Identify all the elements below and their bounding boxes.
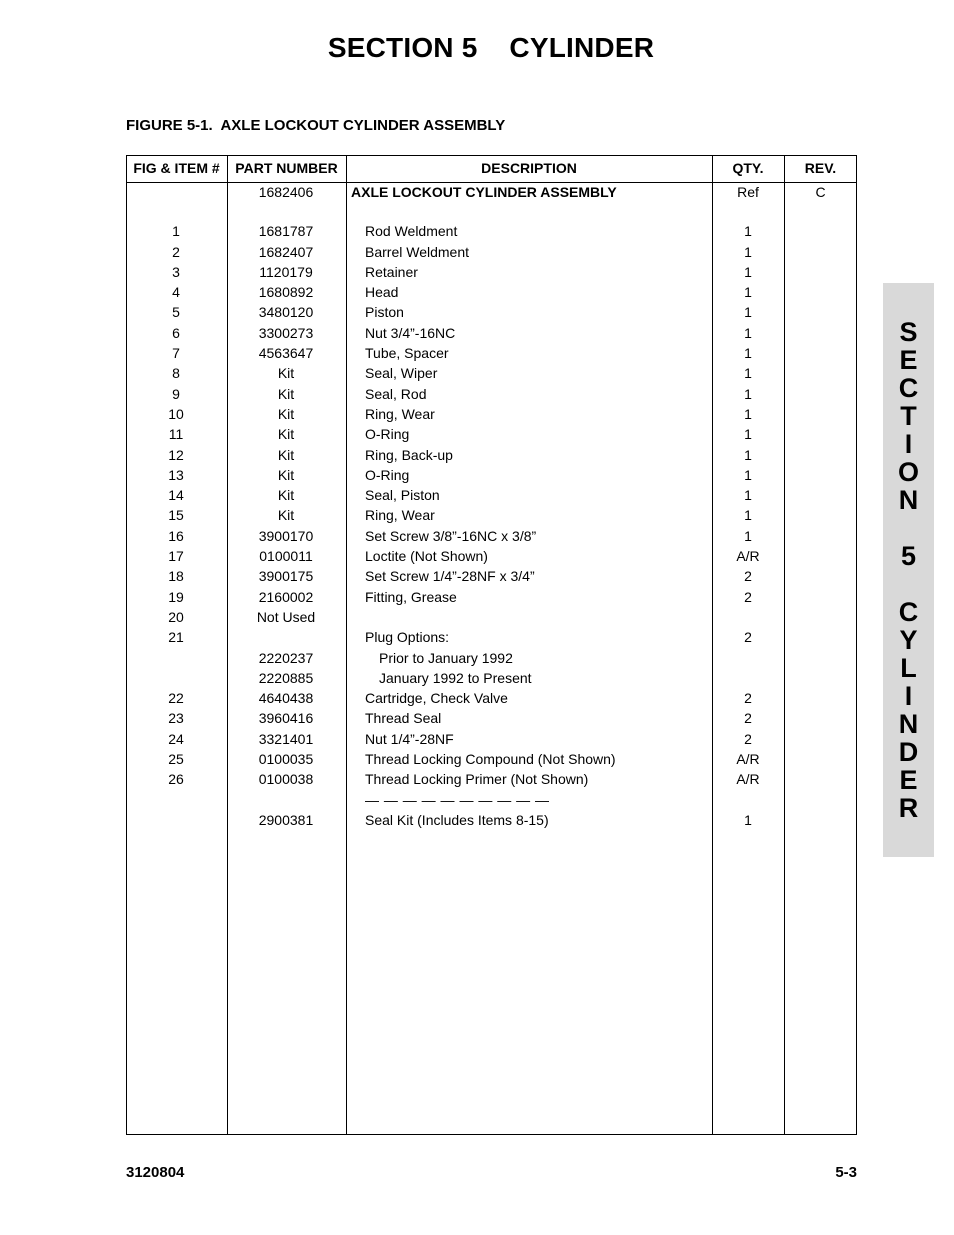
table-row xyxy=(126,242,857,262)
cell-qty: 1 xyxy=(744,466,752,483)
cell-qty: 2 xyxy=(744,588,752,605)
cell-fig-item: 23 xyxy=(168,710,184,727)
table-row xyxy=(126,769,857,789)
side-tab-letter: D xyxy=(898,737,919,767)
side-tab-letter: I xyxy=(904,429,913,459)
table-row xyxy=(126,607,857,627)
cell-part-number: Not Used xyxy=(256,608,316,625)
cell-description: Piston xyxy=(365,304,404,321)
cell-rev: C xyxy=(815,184,826,200)
table-row xyxy=(126,526,857,546)
side-tab-letter: C xyxy=(898,597,919,627)
cell-description: O-Ring xyxy=(365,426,410,443)
cell-qty: 1 xyxy=(744,365,752,382)
cell-part-number: Kit xyxy=(277,446,295,463)
cell-qty: 1 xyxy=(744,284,752,301)
table-row xyxy=(126,221,857,241)
cell-fig-item: 9 xyxy=(172,385,180,402)
cell-description: Barrel Weldment xyxy=(365,243,470,260)
cell-qty: 1 xyxy=(744,446,752,463)
table-row xyxy=(126,343,857,363)
cell-fig-item: 11 xyxy=(168,426,184,443)
cell-qty: 2 xyxy=(744,730,752,747)
header-description: DESCRIPTION xyxy=(481,160,577,176)
cell-part-number: 2220237 xyxy=(258,649,314,666)
table-row xyxy=(126,648,857,668)
side-tab-label xyxy=(883,318,934,822)
cell-fig-item: 14 xyxy=(168,487,184,504)
cell-fig-item: 21 xyxy=(168,629,184,646)
cell-part-number: 3480120 xyxy=(258,304,314,321)
cell-fig-item: 4 xyxy=(172,284,180,301)
table-row xyxy=(126,404,857,424)
cell-fig-item: 10 xyxy=(168,405,184,422)
table-row xyxy=(126,749,857,769)
cell-qty: 1 xyxy=(744,385,752,402)
cell-fig-item: 22 xyxy=(168,690,184,707)
cell-fig-item: 16 xyxy=(168,527,184,544)
cell-fig-item: 15 xyxy=(168,507,184,524)
table-row xyxy=(126,729,857,749)
cell-fig-item: 3 xyxy=(172,263,180,280)
table-row xyxy=(126,668,857,688)
cell-description: Ring, Wear xyxy=(365,507,435,524)
cell-description: Fitting, Grease xyxy=(365,588,457,605)
cell-description: — — — — — — — — — — xyxy=(365,791,550,808)
table-row xyxy=(126,505,857,525)
cell-part-number: 3900170 xyxy=(258,527,314,544)
cell-description: Seal, Rod xyxy=(365,385,427,402)
cell-qty: 2 xyxy=(744,629,752,646)
cell-description: Plug Options: xyxy=(365,629,450,646)
cell-part-number: 1682407 xyxy=(258,243,314,260)
header-qty: QTY. xyxy=(732,160,764,176)
cell-fig-item: 6 xyxy=(172,324,180,341)
side-tab-letter xyxy=(883,514,934,542)
cell-fig-item: 25 xyxy=(168,751,184,768)
table-header xyxy=(126,155,857,183)
cell-qty: 1 xyxy=(744,223,752,240)
section-side-tab xyxy=(883,283,934,857)
cell-description: Retainer xyxy=(365,263,418,280)
cell-part-number: Kit xyxy=(277,405,295,422)
cell-part-number: 3960416 xyxy=(258,710,314,727)
cell-part-number: 1120179 xyxy=(259,263,313,280)
cell-qty: 1 xyxy=(744,345,752,362)
cell-part-number: 1682406 xyxy=(258,184,314,200)
side-tab-letter: O xyxy=(897,457,919,487)
cell-part-number: Kit xyxy=(277,507,295,524)
table-row xyxy=(126,363,857,383)
table-row xyxy=(126,262,857,282)
side-tab-letter: E xyxy=(899,345,918,375)
cell-description: Tube, Spacer xyxy=(365,345,449,362)
cell-qty: 2 xyxy=(744,710,752,727)
side-tab-letter xyxy=(883,570,934,598)
cell-description: AXLE LOCKOUT CYLINDER ASSEMBLY xyxy=(351,184,617,200)
cell-part-number: 0100038 xyxy=(258,771,314,788)
cell-part-number: 0100035 xyxy=(258,751,314,768)
cell-fig-item: 20 xyxy=(168,608,184,625)
cell-qty: 1 xyxy=(744,263,752,280)
cell-fig-item: 18 xyxy=(168,568,184,585)
header-part-number: PART NUMBER xyxy=(235,160,338,176)
cell-description: Loctite (Not Shown) xyxy=(365,548,488,565)
cell-description: Seal Kit (Includes Items 8-15) xyxy=(365,811,549,828)
cell-description: Thread Seal xyxy=(365,710,442,727)
page-number: 5-3 xyxy=(835,1164,857,1181)
cell-qty: 1 xyxy=(744,324,752,341)
cell-qty: 1 xyxy=(744,527,752,544)
cell-part-number: 4640438 xyxy=(258,690,314,707)
cell-part-number: 1681787 xyxy=(258,223,314,240)
table-row xyxy=(126,282,857,302)
cell-description: Set Screw 3/8”-16NC x 3/8” xyxy=(365,527,537,544)
cell-part-number: 4563647 xyxy=(258,345,314,362)
cell-description: January 1992 to Present xyxy=(379,669,532,686)
cell-part-number: Kit xyxy=(277,385,295,402)
cell-qty: Ref xyxy=(737,184,759,200)
cell-fig-item: 17 xyxy=(168,548,184,565)
cell-description: Head xyxy=(365,284,399,301)
page-title: SECTION 5 CYLINDER xyxy=(327,32,655,63)
table-row xyxy=(126,465,857,485)
cell-part-number: Kit xyxy=(277,365,295,382)
header-rev: REV. xyxy=(804,160,837,176)
side-tab-letter: S xyxy=(899,317,918,347)
figure-caption: FIGURE 5-1. AXLE LOCKOUT CYLINDER ASSEMBLY xyxy=(126,117,506,134)
cell-qty: 1 xyxy=(744,304,752,321)
side-tab-letter: R xyxy=(898,793,919,823)
table-row xyxy=(126,445,857,465)
cell-description: Set Screw 1/4”-28NF x 3/4” xyxy=(365,568,535,585)
cell-description: Prior to January 1992 xyxy=(379,649,513,666)
cell-part-number: 3321401 xyxy=(258,730,314,747)
table-row xyxy=(126,708,857,728)
table-row xyxy=(126,587,857,607)
table-row xyxy=(126,688,857,708)
table-row xyxy=(126,384,857,404)
table-row xyxy=(126,182,857,202)
doc-number: 3120804 xyxy=(126,1164,185,1181)
table-body xyxy=(126,182,857,830)
cell-description: Thread Locking Compound (Not Shown) xyxy=(365,751,616,768)
cell-part-number: Kit xyxy=(277,466,295,483)
cell-part-number: Kit xyxy=(277,426,295,443)
table-row xyxy=(126,790,857,810)
cell-fig-item: 5 xyxy=(172,304,180,321)
cell-part-number: Kit xyxy=(277,487,295,504)
cell-qty: 1 xyxy=(744,507,752,524)
cell-part-number: 0100011 xyxy=(259,548,313,565)
header-fig-item: FIG & ITEM # xyxy=(133,160,220,176)
side-tab-letter: I xyxy=(904,681,913,711)
cell-part-number: 2900381 xyxy=(258,811,314,828)
cell-qty: 1 xyxy=(744,405,752,422)
cell-qty: A/R xyxy=(736,548,760,565)
cell-part-number: 1680892 xyxy=(258,284,314,301)
cell-fig-item: 1 xyxy=(172,223,180,240)
table-row xyxy=(126,485,857,505)
table-row xyxy=(126,302,857,322)
side-tab-letter: 5 xyxy=(900,541,917,571)
side-tab-letter: T xyxy=(900,401,917,431)
cell-fig-item: 8 xyxy=(172,365,180,382)
side-tab-letter: N xyxy=(898,709,919,739)
cell-qty: 2 xyxy=(744,690,752,707)
cell-qty: 2 xyxy=(744,568,752,585)
cell-fig-item: 2 xyxy=(172,243,180,260)
cell-qty: A/R xyxy=(736,751,760,768)
cell-part-number: 3300273 xyxy=(258,324,314,341)
cell-fig-item: 26 xyxy=(168,771,184,788)
cell-description: Ring, Wear xyxy=(365,405,435,422)
table-row xyxy=(126,424,857,444)
cell-qty: 1 xyxy=(744,426,752,443)
cell-fig-item: 7 xyxy=(172,345,180,362)
cell-part-number: 3900175 xyxy=(258,568,314,585)
side-tab-letter: N xyxy=(898,485,919,515)
cell-qty: A/R xyxy=(736,771,760,788)
cell-fig-item: 19 xyxy=(168,588,184,605)
cell-part-number: 2220885 xyxy=(258,669,314,686)
cell-qty: 1 xyxy=(744,811,752,828)
side-tab-letter: C xyxy=(898,373,919,403)
table-row xyxy=(126,810,857,830)
table-row xyxy=(126,323,857,343)
cell-description: Rod Weldment xyxy=(365,223,458,240)
cell-description: Nut 3/4”-16NC xyxy=(365,324,456,341)
cell-qty: 1 xyxy=(744,487,752,504)
cell-description: Seal, Wiper xyxy=(365,365,438,382)
side-tab-letter: E xyxy=(899,765,918,795)
cell-description: Ring, Back-up xyxy=(365,446,453,463)
cell-description: O-Ring xyxy=(365,466,410,483)
table-row xyxy=(126,566,857,586)
cell-fig-item: 12 xyxy=(168,446,184,463)
side-tab-letter: Y xyxy=(899,625,918,655)
cell-fig-item: 13 xyxy=(168,466,184,483)
side-tab-letter: L xyxy=(900,653,917,683)
cell-description: Nut 1/4”-28NF xyxy=(365,730,454,747)
cell-qty: 1 xyxy=(744,243,752,260)
cell-part-number: 2160002 xyxy=(258,588,314,605)
cell-fig-item: 24 xyxy=(168,730,184,747)
table-row xyxy=(126,202,857,221)
cell-description: Cartridge, Check Valve xyxy=(365,690,508,707)
table-row xyxy=(126,546,857,566)
cell-description: Seal, Piston xyxy=(365,487,440,504)
table-row xyxy=(126,627,857,647)
cell-description: Thread Locking Primer (Not Shown) xyxy=(365,771,589,788)
